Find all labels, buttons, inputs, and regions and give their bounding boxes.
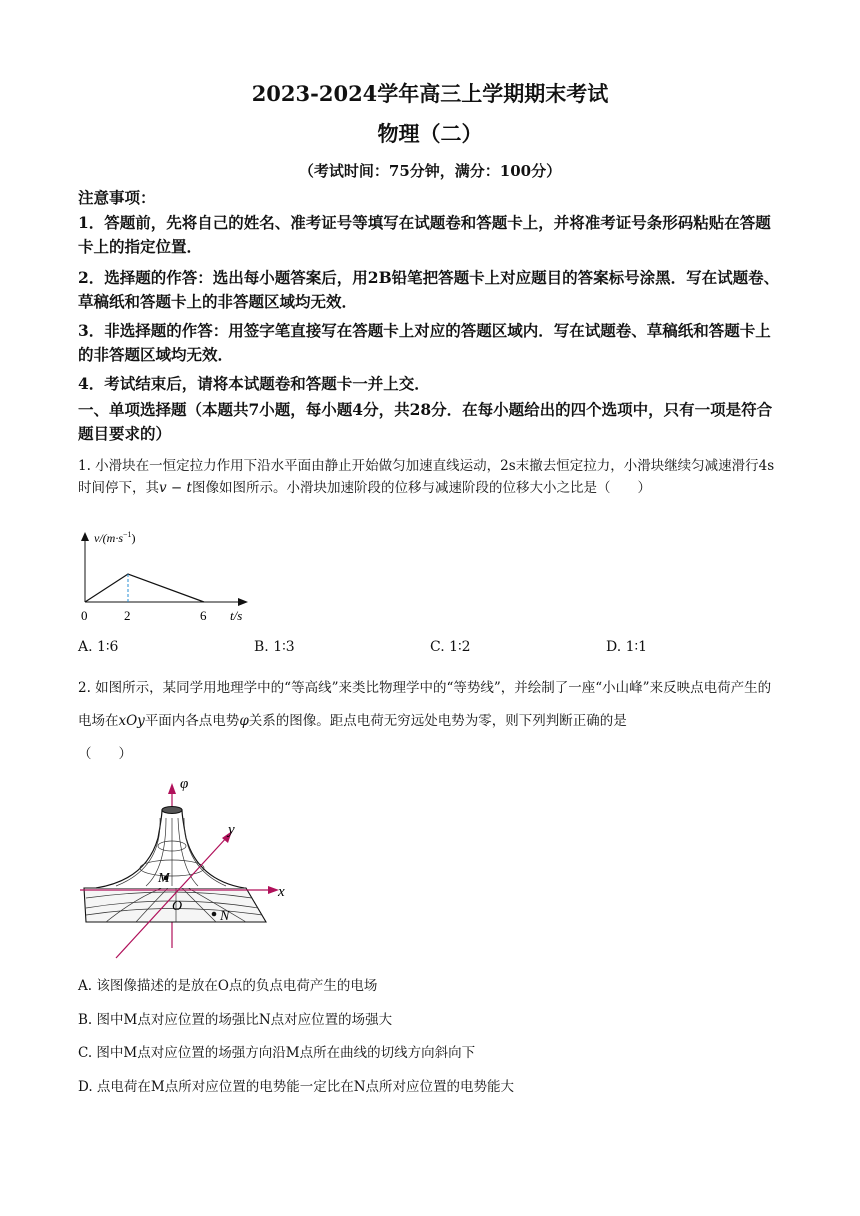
q2-y-label: y <box>228 822 235 838</box>
q2-option-a[interactable]: A. 该图像描述的是放在O点的负点电荷产生的电场 <box>78 978 378 994</box>
notice-item-1: 1．答题前，先将自己的姓名、准考证号等填写在试题卷和答题卡上，并将准考证号条形码粘贴在答题卡上的指定位置． <box>78 213 771 256</box>
q1-y-arrow <box>81 532 89 541</box>
q2-phi-symbol: φ <box>239 713 249 729</box>
exam-title: 2023-2024学年高三上学期期末考试 <box>251 81 609 106</box>
q1-x-label: t/s <box>230 608 243 623</box>
q2-xoy-symbol: xOy <box>118 713 145 729</box>
q1-tick-0: 0 <box>81 608 88 623</box>
q2-o-label: O <box>172 899 183 914</box>
exam-subtitle: 物理（二） <box>377 121 483 146</box>
q2-option-b[interactable]: B. 图中M点对应位置的场强比N点对应位置的场强大 <box>78 1012 393 1028</box>
exam-info: （考试时间：75分钟，满分：100分） <box>298 162 562 180</box>
notice-item-2: 2．选择题的作答：选出每小题答案后，用2B铅笔把答题卡上对应题目的答案标号涂黑．写在试题卷、草稿纸和答题卡上的非答题区域均无效． <box>78 268 780 311</box>
q2-potential-figure <box>76 768 296 964</box>
q1-option-c[interactable]: C. 1∶2 <box>430 639 471 655</box>
q2-stem: 2. 如图所示，某同学用地理学中的“等高线”来类比物理学中的“等势线”，并绘制了一座“小山峰”来反映点电荷产生的电场在xOy平面内各点电势φ关系的图像。距点电荷无穷远处电势为零，则下列判断正确的是 （ ） <box>78 680 772 762</box>
q1-tick-6: 6 <box>200 608 207 623</box>
q1-vt-graph <box>76 524 266 632</box>
q1-tick-2: 2 <box>124 608 131 623</box>
q2-x-label: x <box>278 884 285 900</box>
q1-option-a[interactable]: A. 1∶6 <box>78 639 119 655</box>
q2-phi-label: φ <box>180 776 189 792</box>
notice-item-4: 4．考试结束后，请将本试题卷和答题卡一并上交． <box>78 374 430 393</box>
q1-x-arrow <box>238 598 248 606</box>
q1-vt-line <box>85 574 204 602</box>
q2-n-label: N <box>220 909 230 924</box>
section-heading: 一、单项选择题（本题共7小题，每小题4分，共28分．在每小题给出的四个选项中，只有一项是符合题目要求的） <box>78 400 773 443</box>
q2-option-c[interactable]: C. 图中M点对应位置的场强方向沿M点所在曲线的切线方向斜向下 <box>78 1045 476 1061</box>
q2-option-d[interactable]: D. 点电荷在M点所对应位置的电势能一定比在N点所对应位置的电势能大 <box>78 1079 515 1095</box>
q1-stem: 1. 小滑块在一恒定拉力作用下沿水平面由静止开始做匀加速直线运动，2s末撤去恒定拉力，小滑块继续匀减速滑行4s时间停下，其v − t图像如图所示。小滑块加速阶段的位移与减速阶段的位移大小之比是（ ） <box>78 458 775 496</box>
notice-heading: 注意事项： <box>78 188 156 207</box>
q1-vt-symbol: v − t <box>159 480 192 496</box>
q2-m-label: M <box>158 871 170 886</box>
notice-item-3: 3．非选择题的作答：用签字笔直接写在答题卡上对应的答题区域内．写在试题卷、草稿纸和答题卡上的非答题区域均无效． <box>78 321 771 364</box>
q1-option-b[interactable]: B. 1∶3 <box>254 639 295 655</box>
q1-y-label: $v/(m\cdot s^{-1})$ <box>94 530 136 545</box>
q1-option-d[interactable]: D. 1∶1 <box>606 639 648 655</box>
